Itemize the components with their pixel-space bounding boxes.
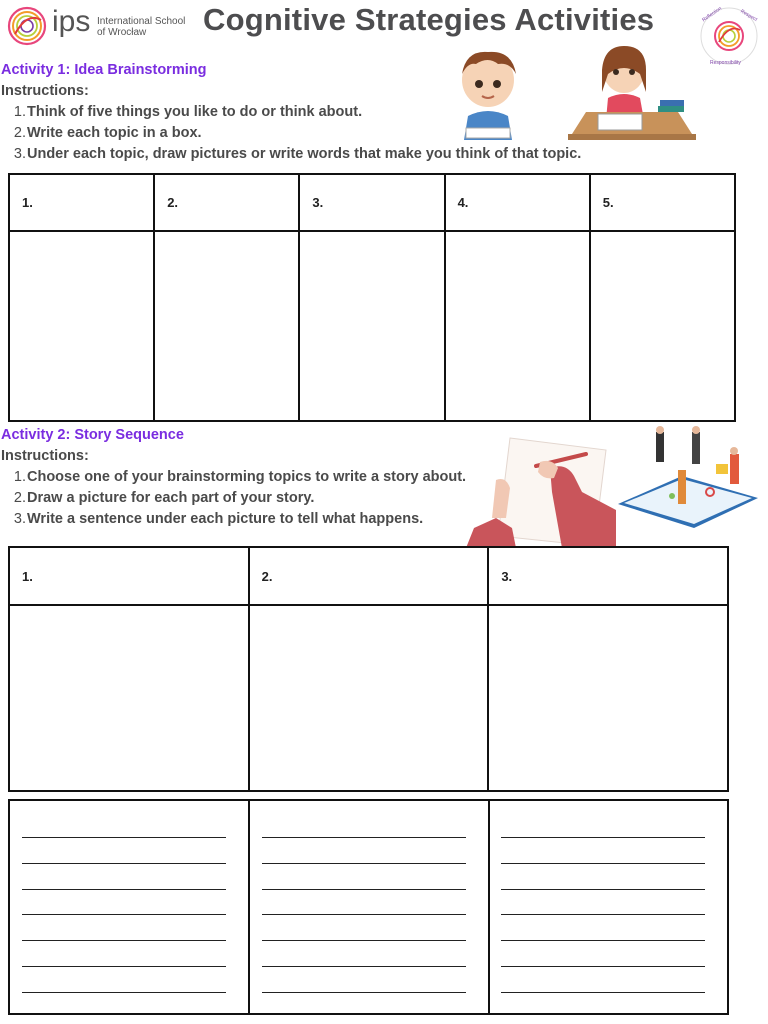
step-number: 3. — [13, 146, 26, 162]
ips-logo-icon — [5, 4, 49, 48]
step-text: Think of five things you like to do or think about. — [27, 104, 363, 120]
activity1-heading: Activity 1: Idea Brainstorming — [1, 62, 207, 78]
story-box-2-label: 2. — [249, 547, 489, 605]
svg-text:Respect: Respect — [739, 8, 759, 23]
logo-text: ips — [52, 5, 91, 38]
step-text: Write each topic in a box. — [27, 125, 202, 141]
list-item — [0, 469, 466, 490]
girl-at-desk-illustration — [568, 40, 696, 144]
brainstorm-table — [8, 173, 736, 422]
writing-line[interactable] — [501, 914, 705, 915]
writing-line[interactable] — [262, 966, 466, 967]
step-text: Draw a picture for each part of your story. — [27, 490, 315, 506]
people-on-tablet-illustration — [612, 424, 760, 532]
brainstorm-box-3-label: 3. — [299, 174, 444, 231]
writing-line[interactable] — [262, 889, 466, 890]
writing-line[interactable] — [501, 889, 705, 890]
brainstorm-area-3[interactable] — [299, 231, 444, 421]
brainstorm-box-1-label: 1. — [9, 174, 154, 231]
brainstorm-area-1[interactable] — [9, 231, 154, 421]
brainstorm-box-2-label: 2. — [154, 174, 299, 231]
school-name-line1: International School — [97, 16, 186, 27]
school-seal-icon — [694, 4, 764, 68]
brainstorm-box-5-label: 5. — [590, 174, 735, 231]
svg-text:Reflection: Reflection — [701, 5, 723, 24]
writing-line[interactable] — [22, 966, 226, 967]
writing-line[interactable] — [262, 992, 466, 993]
writing-line[interactable] — [262, 863, 466, 864]
brainstorm-area-5[interactable] — [590, 231, 735, 421]
brainstorm-area-2[interactable] — [154, 231, 299, 421]
story-picture-area-1[interactable] — [9, 605, 249, 791]
writing-line[interactable] — [22, 914, 226, 915]
writing-line[interactable] — [262, 914, 466, 915]
story-box-3-label: 3. — [488, 547, 728, 605]
brainstorm-area-4[interactable] — [445, 231, 590, 421]
writing-line[interactable] — [501, 837, 705, 838]
activity1-steps — [0, 104, 581, 167]
step-number: 2. — [13, 490, 26, 506]
step-number: 2. — [13, 125, 26, 141]
writing-line[interactable] — [262, 837, 466, 838]
writing-line[interactable] — [22, 940, 226, 941]
list-item — [0, 490, 466, 511]
activity1-instructions-label: Instructions: — [1, 83, 89, 99]
page-title: Cognitive Strategies Activities — [203, 2, 655, 37]
school-name — [97, 16, 185, 38]
writing-line[interactable] — [22, 837, 226, 838]
column-divider — [488, 801, 490, 1013]
writing-line[interactable] — [501, 863, 705, 864]
step-number: 1. — [13, 104, 26, 120]
story-picture-area-3[interactable] — [488, 605, 728, 791]
list-item — [0, 146, 581, 167]
writing-line[interactable] — [262, 940, 466, 941]
story-box-1-label: 1. — [9, 547, 249, 605]
sentence-lines-box — [8, 799, 729, 1015]
writing-line[interactable] — [22, 992, 226, 993]
step-number: 1. — [13, 469, 26, 485]
list-item — [0, 511, 466, 532]
brainstorm-box-4-label: 4. — [445, 174, 590, 231]
story-picture-area-2[interactable] — [249, 605, 489, 791]
list-item — [0, 125, 581, 146]
column-divider — [248, 801, 250, 1013]
writing-line[interactable] — [501, 992, 705, 993]
writing-line[interactable] — [501, 940, 705, 941]
writing-line[interactable] — [22, 889, 226, 890]
step-text: Choose one of your brainstorming topics to write a story about. — [27, 469, 467, 485]
school-name-line2: of Wrocław — [97, 27, 147, 38]
step-number: 3. — [13, 511, 26, 527]
activity2-steps — [0, 469, 466, 532]
activity2-heading: Activity 2: Story Sequence — [1, 427, 184, 443]
writing-line[interactable] — [22, 863, 226, 864]
story-sequence-table — [8, 546, 729, 792]
list-item — [0, 104, 581, 125]
svg-text:Responsibility: Responsibility — [710, 60, 741, 66]
writing-line[interactable] — [501, 966, 705, 967]
step-text: Write a sentence under each picture to tell what happens. — [27, 511, 424, 527]
step-text: Under each topic, draw pictures or write words that make you think of that topic. — [27, 146, 582, 162]
hand-writing-illustration — [466, 432, 616, 548]
activity2-instructions-label: Instructions: — [1, 448, 89, 464]
